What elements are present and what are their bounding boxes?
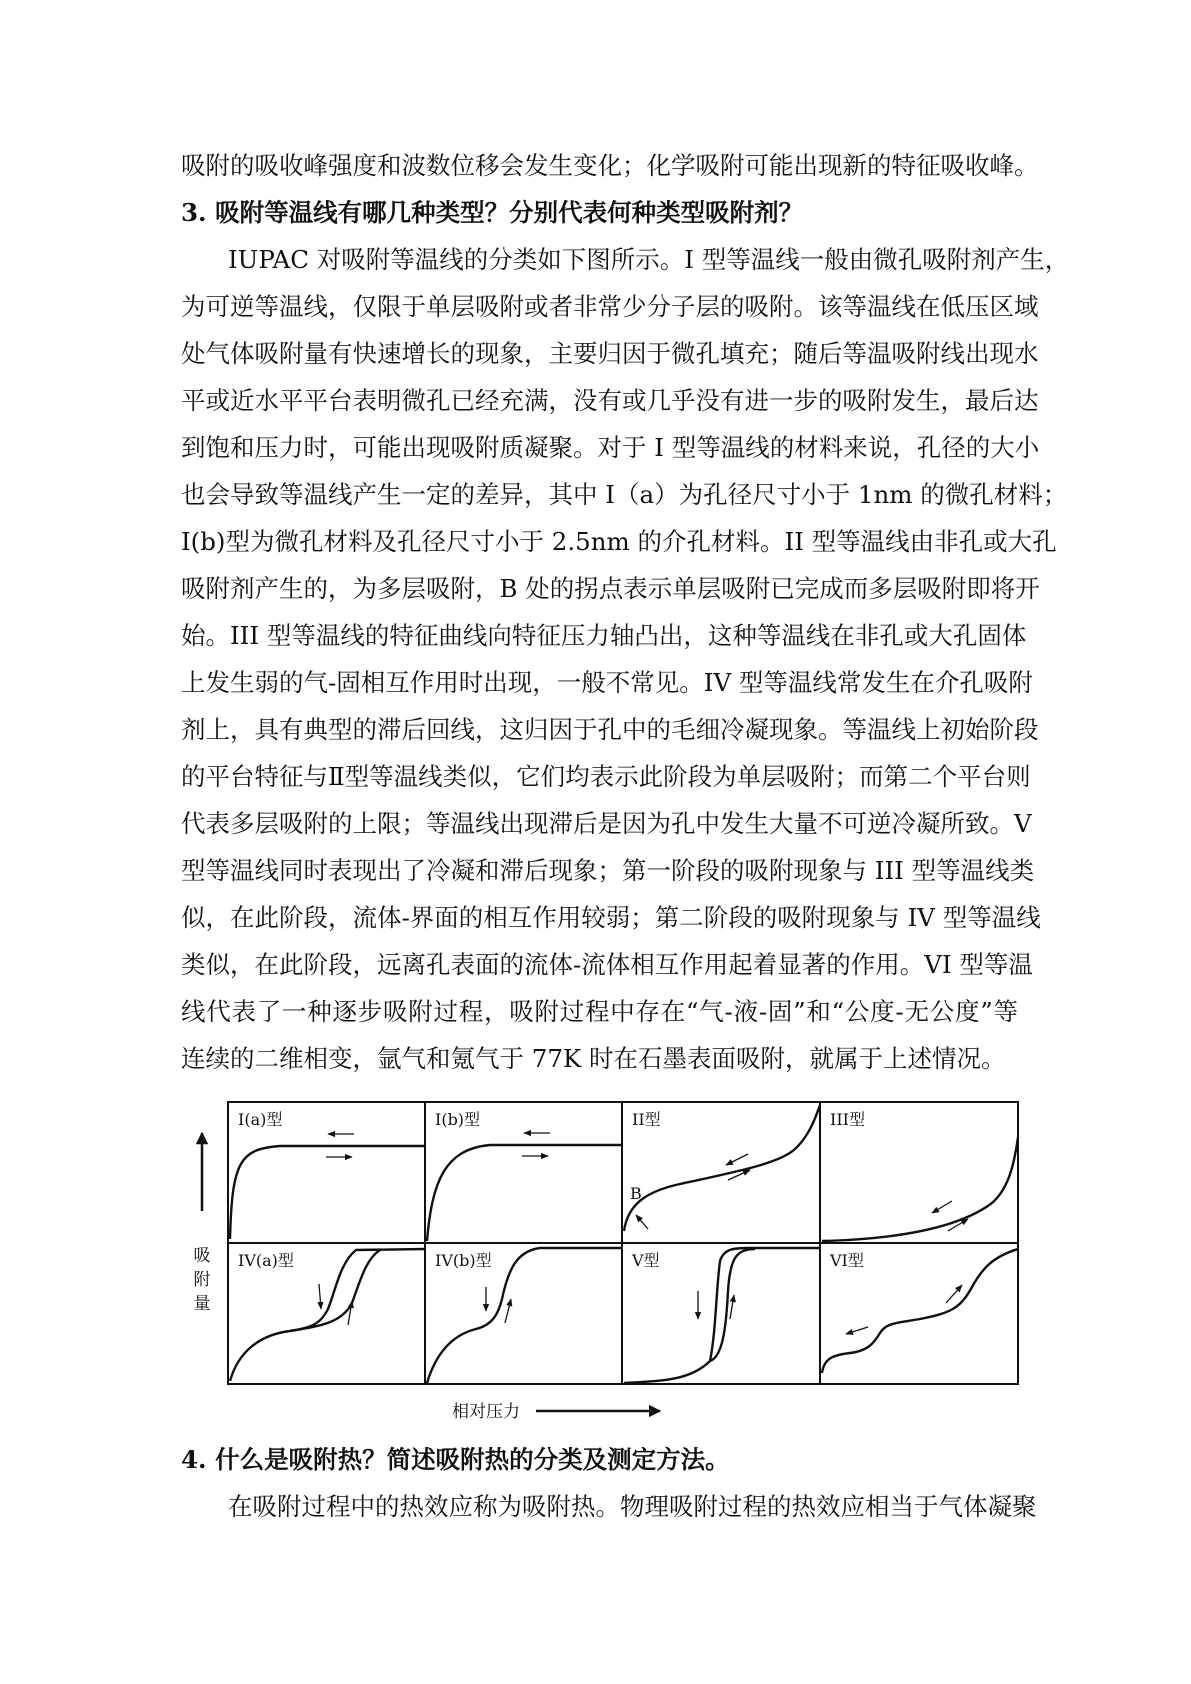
paragraph-line: 平或近水平平台表明微孔已经充满，没有或几乎没有进一步的吸附发生，最后达 bbox=[181, 386, 1039, 415]
paragraph-line: 在吸附过程中的热效应称为吸附热。物理吸附过程的热效应相当于气体凝聚 bbox=[228, 1492, 1037, 1521]
y-axis-label-char: 量 bbox=[193, 1294, 211, 1314]
paragraph-line: 始。III 型等温线的特征曲线向特征压力轴凸出，这种等温线在非孔或大孔固体 bbox=[181, 621, 1027, 650]
point-label-b: B bbox=[630, 1184, 642, 1203]
isotherm-curve bbox=[822, 1137, 1018, 1241]
paragraph-line: 型等温线同时表现出了冷凝和滞后现象；第一阶段的吸附现象与 III 型等温线类 bbox=[181, 856, 1035, 885]
panel-label: I(b)型 bbox=[435, 1110, 481, 1129]
desorption-arrow bbox=[932, 1201, 952, 1213]
paragraph-line: IUPAC 对吸附等温线的分类如下图所示。I 型等温线一般由微孔吸附剂产生， bbox=[228, 245, 1070, 274]
paragraph-line: 吸附剂产生的，为多层吸附，B 处的拐点表示单层吸附已完成而多层吸附即将开 bbox=[181, 574, 1040, 603]
paragraph-line: 处气体吸附量有快速增长的现象，主要归因于微孔填充；随后等温吸附线出现水 bbox=[181, 339, 1039, 368]
isotherm-diagram bbox=[180, 1091, 1030, 1421]
isotherm-curve bbox=[230, 1146, 425, 1239]
y-axis-label-char: 附 bbox=[193, 1270, 211, 1290]
paragraph-line: 吸附的吸收峰强度和波数位移会发生变化；化学吸附可能出现新的特征吸收峰。 bbox=[181, 151, 1039, 180]
y-axis-label-char: 吸 bbox=[193, 1246, 211, 1266]
x-axis-label: 相对压力 bbox=[452, 1402, 520, 1421]
isotherm-curve bbox=[427, 1145, 622, 1241]
desorption-arrow bbox=[726, 1154, 748, 1165]
paragraph-line: 也会导致等温线产生一定的差异，其中 I（a）为孔径尺寸小于 1nm 的微孔材料； bbox=[181, 480, 1068, 509]
panel-label: IV(a)型 bbox=[238, 1251, 294, 1270]
section-heading: 4. 什么是吸附热？简述吸附热的分类及测定方法。 bbox=[181, 1445, 730, 1474]
paragraph-line: 为可逆等温线，仅限于单层吸附或者非常少分子层的吸附。该等温线在低压区域 bbox=[181, 292, 1039, 321]
paragraph-line: 的平台特征与Ⅱ型等温线类似，它们均表示此阶段为单层吸附；而第二个平台则 bbox=[181, 762, 1031, 791]
panel-label: V型 bbox=[632, 1251, 660, 1270]
adsorption-arrow bbox=[730, 1295, 734, 1319]
paragraph-line: 上发生弱的气-固相互作用时出现，一般不常见。IV 型等温线常发生在介孔吸附 bbox=[181, 668, 1033, 697]
paragraph-line: 连续的二维相变，氩气和氪气于 77K 时在石墨表面吸附，就属于上述情况。 bbox=[181, 1044, 1006, 1073]
section-heading: 3. 吸附等温线有哪几种类型？分别代表何种类型吸附剂？ bbox=[181, 198, 804, 227]
paragraph-line: 类似，在此阶段，远离孔表面的流体-流体相互作用起着显著的作用。VI 型等温 bbox=[181, 950, 1033, 979]
adsorption-arrow bbox=[505, 1299, 511, 1323]
paragraph-line: 线代表了一种逐步吸附过程，吸附过程中存在“气-液-固”和“公度-无公度”等 bbox=[181, 997, 1018, 1026]
panel-label: I(a)型 bbox=[238, 1110, 283, 1129]
adsorption-arrow bbox=[946, 1285, 962, 1303]
paragraph-line: 似，在此阶段，流体-界面的相互作用较弱；第二阶段的吸附现象与 IV 型等温线 bbox=[181, 903, 1041, 932]
panel-label: VI型 bbox=[830, 1251, 864, 1270]
panel-label: IV(b)型 bbox=[435, 1251, 492, 1270]
paragraph-line: 剂上，具有典型的滞后回线，这归因于孔中的毛细冷凝现象。等温线上初始阶段 bbox=[181, 715, 1039, 744]
isotherm-figure bbox=[180, 1091, 1030, 1421]
desorption-arrow bbox=[319, 1284, 321, 1309]
panel-label: III型 bbox=[830, 1110, 865, 1129]
paragraph-line: I(b)型为微孔材料及孔径尺寸小于 2.5nm 的介孔材料。II 型等温线由非孔或大孔 bbox=[181, 527, 1057, 556]
desorption-arrow bbox=[846, 1327, 868, 1334]
paragraph-line: 到饱和压力时，可能出现吸附质凝聚。对于 I 型等温线的材料来说，孔径的大小 bbox=[181, 433, 1040, 462]
panel-label: II型 bbox=[632, 1110, 661, 1129]
inflection-arrow bbox=[636, 1215, 648, 1229]
paragraph-line: 代表多层吸附的上限；等温线出现滞后是因为孔中发生大量不可逆冷凝所致。V bbox=[181, 809, 1032, 838]
